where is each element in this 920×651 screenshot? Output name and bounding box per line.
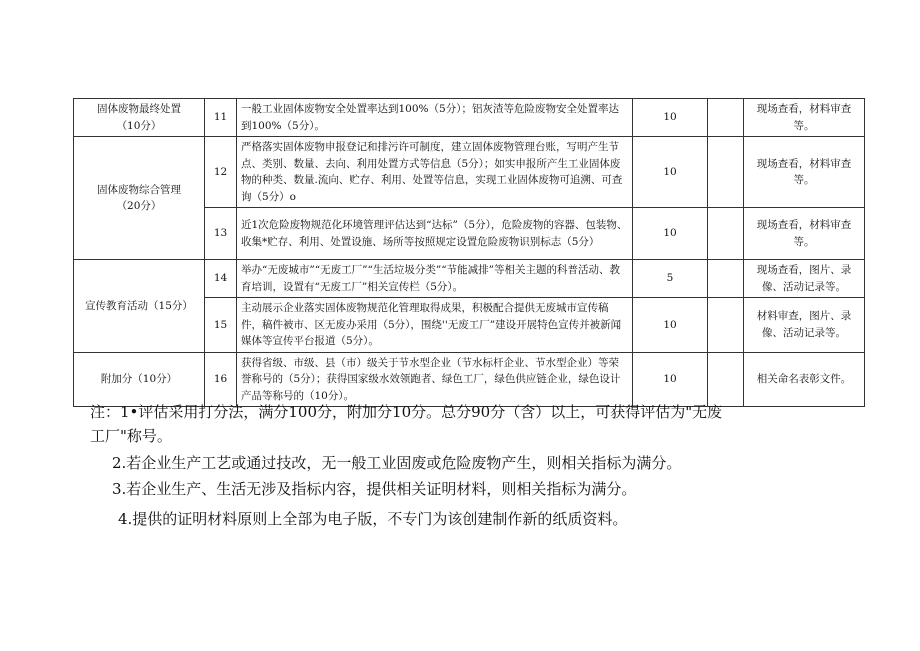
item-number: 14	[205, 260, 237, 298]
blank-cell	[708, 137, 744, 208]
score-value: 10	[633, 99, 708, 137]
table-row	[74, 137, 865, 208]
item-number: 11	[205, 99, 237, 137]
note-4: 4.提供的证明材料原则上全部为电子版，不专门为该创建制作新的纸质资料。	[118, 510, 628, 528]
assessment-method: 现场查看，图片、录像、活动记录等。	[744, 260, 865, 298]
blank-cell	[708, 260, 744, 298]
item-number: 16	[205, 352, 237, 407]
assessment-method: 相关命名表彰文件。	[744, 352, 865, 407]
note-2: 2.若企业生产工艺或通过技改，无一般工业固废或危险废物产生，则相关指标为满分。	[112, 454, 682, 472]
item-number: 12	[205, 137, 237, 208]
assessment-method: 材料审查，图片、录像、活动记录等。	[744, 298, 865, 353]
criteria-content: 主动展示企业落实固体废物规范化管理取得成果，积极配合提供无废城市宣传稿件，稿件被市、区无废办采用（5分），围绕''无废工厂”建设开展特色宣传并被新闻媒体等宣传平台报道（5分）。	[237, 298, 633, 353]
criteria-content: 一般工业固体废物安全处置率达到100%（5分）；铝灰渣等危险废物安全处置率达到100%（5分）。	[237, 99, 633, 137]
note-1: 注：1•评估采用打分法，满分100分，附加分10分。总分90分（含）以上，可获得评估为"无废	[90, 403, 723, 421]
blank-cell	[708, 352, 744, 407]
table-row	[74, 260, 865, 298]
note-3: 3.若企业生产、生活无涉及指标内容，提供相关证明材料，则相关指标为满分。	[112, 480, 637, 498]
item-number: 13	[205, 208, 237, 260]
evaluation-table	[73, 98, 865, 407]
score-value: 10	[633, 298, 708, 353]
category-cell: 固体废物综合管理 （20分）	[74, 137, 205, 260]
table-row	[74, 352, 865, 407]
criteria-content: 举办“无废城市”“无废工厂”“生活垃圾分类”“节能减排”等相关主题的科普活动、教育培训，设置有“无废工厂”相关宣传栏（5分）。	[237, 260, 633, 298]
table-row	[74, 99, 865, 137]
item-number: 15	[205, 298, 237, 353]
score-value: 10	[633, 208, 708, 260]
score-value: 5	[633, 260, 708, 298]
note-1-continued: 工厂"称号。	[90, 427, 172, 445]
assessment-method: 现场查看，材料审查等。	[744, 137, 865, 208]
category-cell: 固体废物最终处置 （10分）	[74, 99, 205, 137]
score-value: 10	[633, 137, 708, 208]
assessment-method: 现场查看，材料审查等。	[744, 99, 865, 137]
blank-cell	[708, 99, 744, 137]
notes-section	[90, 400, 850, 531]
criteria-content: 获得省级、市级、县（市）级关于节水型企业（节水标杆企业、节水型企业）等荣誉称号的（5分）；获得国家级水效领跑者、绿色工厂，绿色供应链企业，绿色设计产品等称号的（10分）。	[237, 352, 633, 407]
criteria-content: 近1次危险废物规范化环境管理评估达到“达标”（5分），危险废物的容器、包装物、收集*贮存、利用、处置设施、场所等按照规定设置危险废物识别标志（5分）	[237, 208, 633, 260]
score-value: 10	[633, 352, 708, 407]
blank-cell	[708, 298, 744, 353]
criteria-content: 严格落实固体废物申报登记和排污许可制度，建立固体废物管理台账，写明产生节点、类别、数量、去向、利用处置方式等信息（5分）；如实申报所产生工业固体废物的种类、数量.流向、贮存、利用、处置等信息，实现工业固体废物可追溯、可查询（5分）o	[237, 137, 633, 208]
category-cell: 附加分（10分）	[74, 352, 205, 407]
assessment-method: 现场查看，材料审查等。	[744, 208, 865, 260]
category-cell: 宣传教育活动（15分）	[74, 260, 205, 353]
blank-cell	[708, 208, 744, 260]
